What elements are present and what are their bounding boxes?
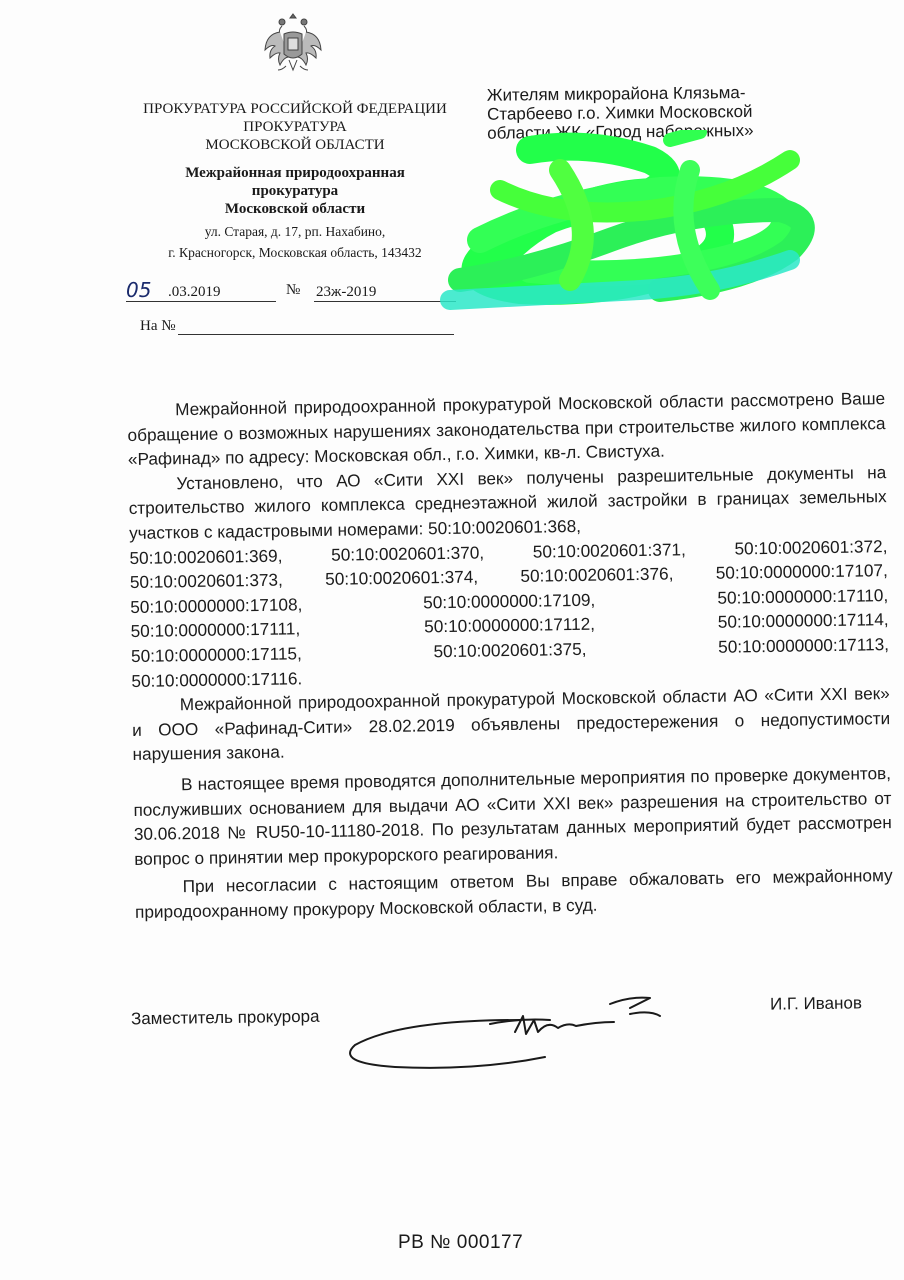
- cadastral-number: 50:10:0000000:17111,: [130, 618, 301, 642]
- handwritten-signature-icon: [340, 990, 680, 1080]
- paragraph-3: Межрайонной природоохранной прокуратурой Московской области АО «Сити XXI век» и ООО «Рафинад-Сити» 28.02.2019 объявлены предостережения о недопустимости нарушения закона.: [132, 683, 891, 765]
- org-name-line-2: ПРОКУРАТУРА: [243, 119, 347, 135]
- paragraph-4: В настоящее время проводятся дополнительные мероприятия по проверке документов, послуживших основанием для выдачи АО «Сити XXI век» разрешения на строительство от 30.06.2018 № RU50-10-11180-2018. По результатам данных мероприятий будет рассмотрен вопрос о принятии мер прокурорского реагирования.: [133, 762, 892, 869]
- org-name-line-3: МОСКОВСКОЙ ОБЛАСТИ: [205, 137, 385, 153]
- recipient-line-2: Старбеево г.о. Химки Московской: [486, 101, 753, 124]
- cadastral-number: 50:10:0020601:374,: [325, 566, 479, 590]
- paragraph-2-text: Установлено, что АО «Сити XXI век» получены разрешительные документы на строительство жилого комплекса среднеэтажной жилой застройки в границах земельных участков с кадастровыми номерами:: [128, 461, 887, 543]
- recipient-line-1: Жителям микрорайона Клязьма-: [486, 83, 746, 105]
- cadastral-number: 50:10:0020601:372,: [734, 535, 888, 559]
- cadastral-number: 50:10:0020601:371,: [532, 538, 686, 562]
- department-line-3: Московской области: [224, 201, 366, 217]
- redaction-scribble: [440, 130, 840, 320]
- paragraph-1: Межрайонной природоохранной прокуратурой Московской области рассмотрено Ваше обращение о возможных нарушениях законодательства при строительстве жилого комплекса «Рафинад» по адресу: Московская обл., г.о. Химки, кв-л. Свистуха.: [127, 388, 886, 470]
- cadastral-number: 50:10:0000000:17116.: [131, 667, 303, 691]
- cadastral-number: 50:10:0020601:376,: [520, 563, 674, 586]
- double-headed-eagle-emblem-icon: [262, 10, 324, 80]
- registration-row: [118, 278, 458, 306]
- org-name-line-1: ПРОКУРАТУРА РОССИЙСКОЙ ФЕДЕРАЦИИ: [143, 101, 447, 117]
- paragraph-2-intro: [128, 460, 887, 546]
- cadastral-number: 50:10:0000000:17113,: [718, 634, 890, 657]
- letter-body: [127, 386, 893, 924]
- cadastral-number: 50:10:0020601:368,: [427, 515, 582, 539]
- cadastral-grid: [130, 583, 889, 669]
- cadastral-number: 50:10:0000000:17112,: [424, 614, 596, 637]
- cadastral-number: 50:10:0020601:370,: [331, 541, 485, 565]
- cadastral-number: 50:10:0000000:17107,: [715, 560, 888, 583]
- signatory-name: И.Г. Иванов: [769, 993, 863, 1014]
- handwritten-day: 05: [126, 278, 152, 302]
- cadastral-number: 50:10:0000000:17110,: [717, 584, 889, 608]
- cadastral-number: 50:10:0000000:17114,: [717, 609, 889, 633]
- cadastral-number: 50:10:0020601:369,: [129, 545, 283, 568]
- paragraph-5: При несогласии с настоящим ответом Вы вправе обжаловать его межрайонному природоохранному прокурору Московской области, в суд.: [134, 865, 893, 922]
- recipient-line-3: области ЖК «Город набережных»: [487, 120, 754, 143]
- cadastral-number: 50:10:0000000:17109,: [423, 589, 596, 613]
- department-line-2: прокуратура: [251, 183, 339, 199]
- cadastral-number: 50:10:0020601:375,: [433, 638, 587, 662]
- registration-date: .03.2019: [126, 284, 276, 302]
- number-sign: №: [286, 282, 301, 298]
- address-line-2: г. Красногорск, Московская область, 143432: [168, 245, 422, 260]
- signatory-title: Заместитель прокурора: [130, 1006, 320, 1029]
- cadastral-number: 50:10:0020601:373,: [129, 569, 283, 593]
- form-serial-number: РВ № 000177: [398, 1232, 524, 1253]
- address-line-1: ул. Старая, д. 17, рп. Нахабино,: [204, 224, 386, 239]
- department-line-1: Межрайонная природоохранная: [185, 165, 405, 181]
- registration-number: 23ж-2019: [314, 284, 456, 302]
- cadastral-number: 50:10:0000000:17115,: [130, 643, 302, 666]
- reply-to-row: [140, 318, 460, 335]
- reply-label: На №: [140, 318, 176, 334]
- cadastral-number: 50:10:0000000:17108,: [130, 594, 303, 617]
- reply-blank-line: [178, 334, 454, 335]
